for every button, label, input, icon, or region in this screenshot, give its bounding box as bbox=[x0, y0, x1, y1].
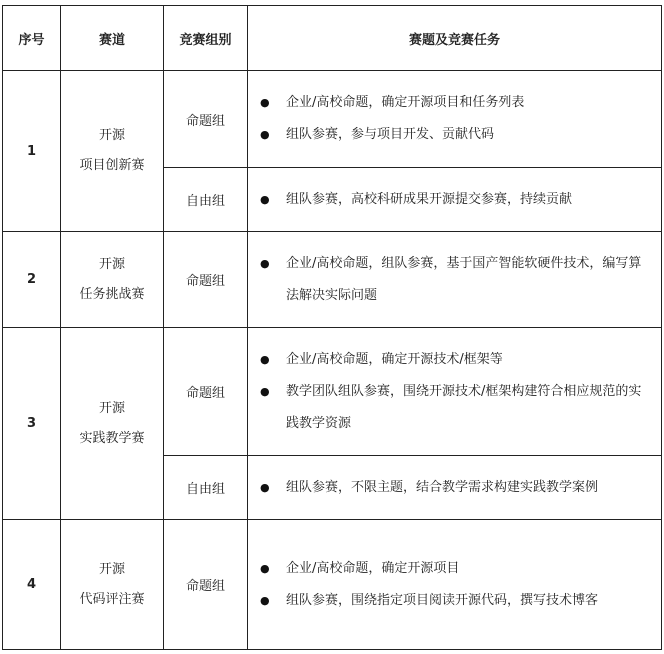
table-row bbox=[3, 71, 662, 168]
group-cell: 自由组 bbox=[164, 456, 248, 520]
table-header-row bbox=[3, 6, 662, 71]
task-text: 教学团队组队参赛，围绕开源技术/框架构建符合相应规范的实践教学资源 bbox=[286, 383, 642, 431]
track-line: 代码评注赛 bbox=[79, 591, 145, 607]
task-item bbox=[260, 344, 651, 376]
bullet-icon: ● bbox=[260, 192, 270, 206]
bullet-icon: ● bbox=[260, 384, 270, 398]
task-item bbox=[260, 119, 651, 151]
task-item bbox=[260, 376, 651, 440]
track-line: 任务挑战赛 bbox=[79, 286, 145, 302]
track-line: 实践教学赛 bbox=[79, 430, 145, 446]
task-text: 企业/高校命题，确定开源技术/框架等 bbox=[286, 351, 503, 367]
track-line: 项目创新赛 bbox=[79, 158, 145, 173]
group-cell: 命题组 bbox=[164, 71, 248, 168]
task-cell bbox=[248, 71, 662, 168]
table-row bbox=[3, 328, 662, 456]
group-cell: 命题组 bbox=[164, 232, 248, 328]
task-cell bbox=[248, 232, 662, 328]
task-cell bbox=[248, 328, 662, 456]
bullet-icon: ● bbox=[260, 352, 270, 366]
track-cell bbox=[61, 71, 164, 232]
task-item bbox=[260, 585, 651, 617]
bullet-icon: ● bbox=[260, 96, 270, 109]
header-tasks: 赛题及竞赛任务 bbox=[248, 6, 662, 71]
table-row bbox=[3, 520, 662, 650]
group-cell: 命题组 bbox=[164, 328, 248, 456]
task-text: 组队参赛，围绕指定项目阅读开源代码，撰写技术博客 bbox=[286, 592, 599, 608]
task-text: 组队参赛，不限主题，结合教学需求构建实践教学案例 bbox=[286, 479, 599, 495]
track-line: 开源 bbox=[98, 128, 125, 143]
task-text: 企业/高校命题，确定开源项目 bbox=[286, 560, 460, 576]
track-line: 开源 bbox=[98, 400, 125, 416]
row-number: 1 bbox=[3, 71, 61, 232]
track-cell bbox=[61, 328, 164, 520]
bullet-icon: ● bbox=[260, 480, 270, 494]
task-text: 组队参赛，高校科研成果开源提交参赛，持续贡献 bbox=[286, 191, 573, 207]
task-item bbox=[260, 184, 651, 216]
row-number: 3 bbox=[3, 328, 61, 520]
bullet-icon: ● bbox=[260, 256, 270, 270]
row-number: 2 bbox=[3, 232, 61, 328]
bullet-icon: ● bbox=[260, 128, 270, 141]
task-item bbox=[260, 248, 651, 312]
bullet-icon: ● bbox=[260, 561, 270, 575]
header-group: 竞赛组别 bbox=[164, 6, 248, 71]
header-index: 序号 bbox=[3, 6, 61, 71]
competition-table bbox=[2, 5, 662, 650]
header-track: 赛道 bbox=[61, 6, 164, 71]
group-cell: 命题组 bbox=[164, 520, 248, 650]
task-item bbox=[260, 553, 651, 585]
bullet-icon: ● bbox=[260, 593, 270, 607]
track-line: 开源 bbox=[98, 256, 125, 272]
track-line: 开源 bbox=[98, 561, 125, 577]
task-text: 企业/高校命题，组队参赛，基于国产智能软硬件技术，编写算法解决实际问题 bbox=[286, 255, 642, 303]
task-text: 组队参赛，参与项目开发、贡献代码 bbox=[286, 127, 495, 142]
task-cell bbox=[248, 456, 662, 520]
task-cell bbox=[248, 168, 662, 232]
task-text: 企业/高校命题，确定开源项目和任务列表 bbox=[286, 95, 525, 110]
task-item bbox=[260, 87, 651, 119]
row-number: 4 bbox=[3, 520, 61, 650]
task-item bbox=[260, 472, 651, 504]
task-cell bbox=[248, 520, 662, 650]
group-cell: 自由组 bbox=[164, 168, 248, 232]
table-row bbox=[3, 232, 662, 328]
track-cell bbox=[61, 232, 164, 328]
track-cell bbox=[61, 520, 164, 650]
